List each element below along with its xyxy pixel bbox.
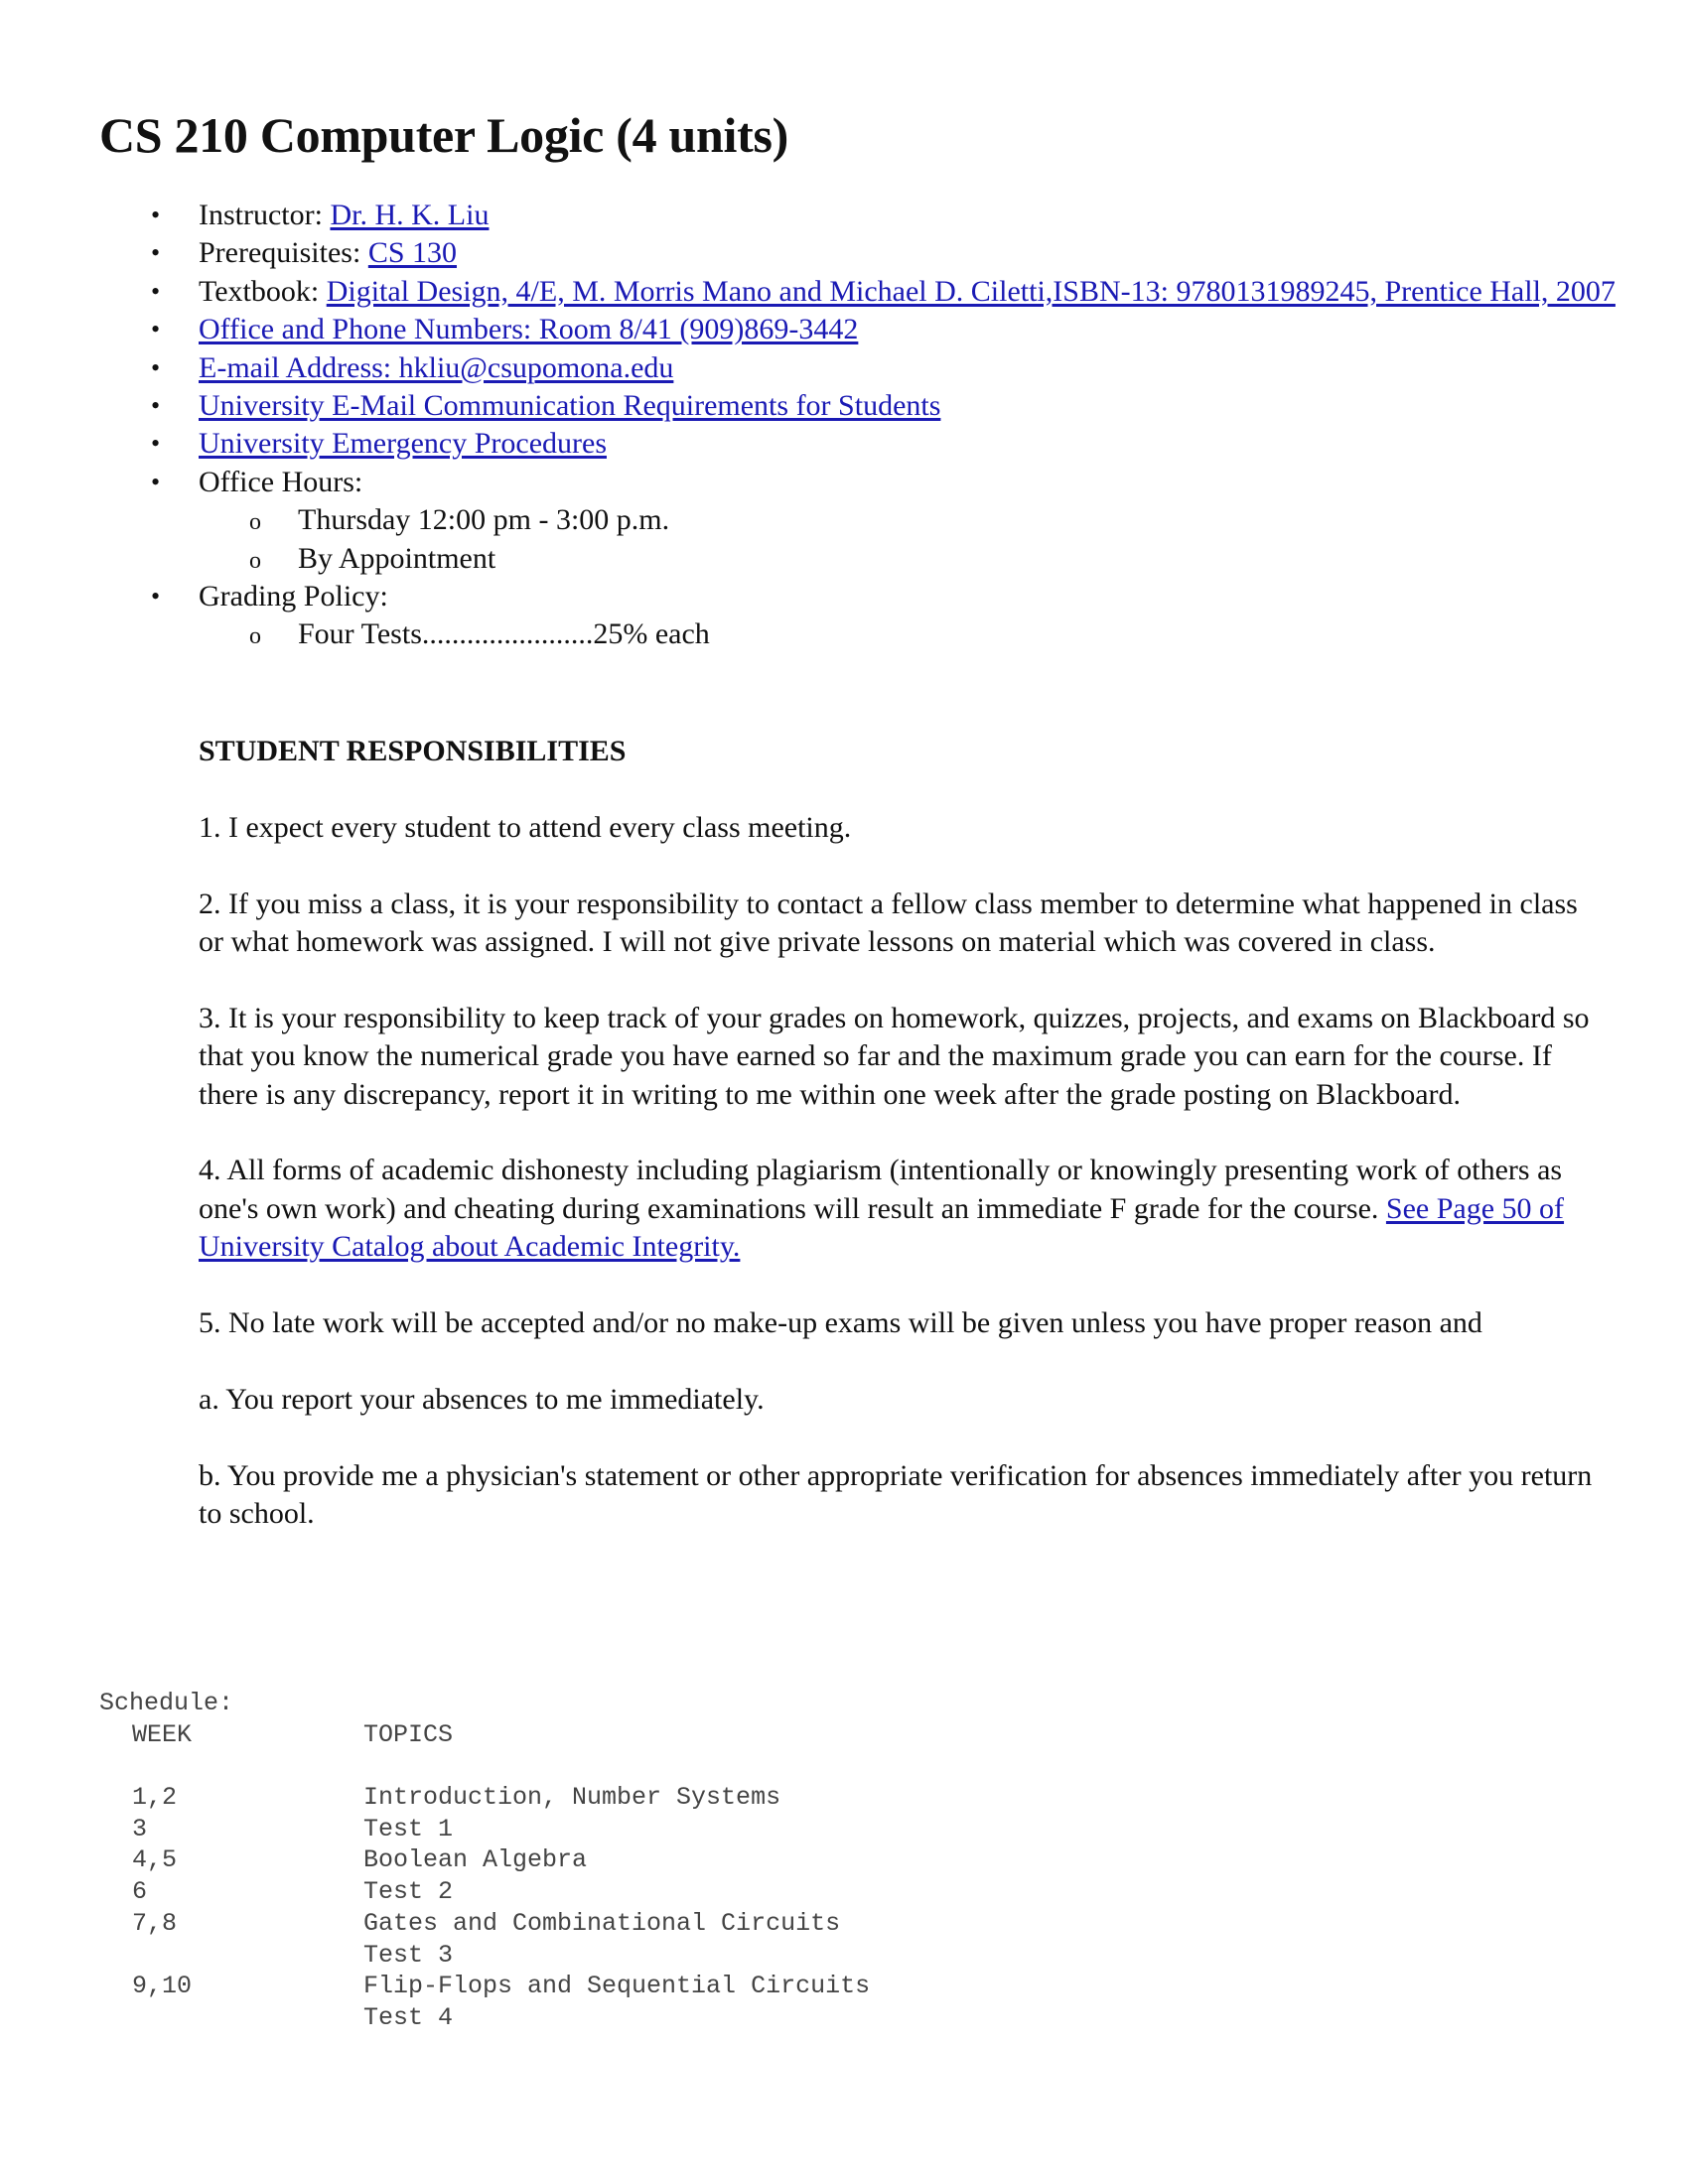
textbook-label: Textbook: <box>199 274 327 308</box>
textbook-link[interactable]: Digital Design, 4/E, M. Morris Mano and Michael D. Ciletti,ISBN-13: 9780131989245, Prentice Hall, 2007 <box>326 274 1616 308</box>
list-item-textbook <box>99 273 1628 311</box>
topic-cell: Flip-Flops and Sequential Circuits <box>363 1972 871 2001</box>
week-column-header: WEEK <box>132 1719 193 1749</box>
prerequisite-link[interactable]: CS 130 <box>367 236 458 270</box>
office-hours-text: By Appointment <box>298 541 496 575</box>
responsibility-2: 2. If you miss a class, it is your responsibility to contact a fellow class member to determine what happened in class or what homework was assigned. I will not give private lessons on material which was covered in class. <box>199 887 1578 958</box>
list-item-office-hours <box>99 464 1628 578</box>
circle-bullet-icon: o <box>249 547 261 574</box>
bullet-icon: • <box>151 238 161 268</box>
page-title: CS 210 Computer Logic (4 units) <box>99 107 788 163</box>
table-row <box>132 1940 870 1972</box>
emergency-procedures-link[interactable]: University Emergency Procedures <box>199 427 607 461</box>
topic-cell: Test 1 <box>363 1814 454 1843</box>
topic-cell: Test 4 <box>363 2002 454 2032</box>
circle-bullet-icon: o <box>249 623 261 650</box>
table-row <box>132 1844 870 1876</box>
academic-integrity-link[interactable]: See Page 50 of University Catalog about Academic Integrity. <box>199 1191 1565 1264</box>
grading-text: Four Tests.......................25% each <box>298 617 710 651</box>
responsibility-5b: b. You provide me a physician's statement or other appropriate verification for absences immediately after you return to school. <box>199 1458 1593 1531</box>
week-cell: 6 <box>132 1877 148 1907</box>
grading-label: Grading Policy: <box>199 580 388 614</box>
office-hours-text: Thursday 12:00 pm - 3:00 p.m. <box>298 503 670 537</box>
email-link[interactable]: E-mail Address: hkliu@csupomona.edu <box>199 350 674 384</box>
responsibility-5a: a. You report your absences to me immediately. <box>199 1382 765 1416</box>
list-item-email <box>99 349 1628 387</box>
bullet-icon: • <box>151 352 161 382</box>
bullet-icon: • <box>151 276 161 306</box>
schedule-table <box>132 1719 870 2034</box>
schedule-section <box>99 1688 870 2034</box>
email-requirements-link[interactable]: University E-Mail Communication Requirements for Students <box>199 389 941 423</box>
responsibilities-heading: STUDENT RESPONSIBILITIES <box>199 735 627 767</box>
schedule-spacer <box>132 1750 870 1782</box>
week-cell <box>132 1940 363 1972</box>
responsibilities-section <box>199 733 1599 1571</box>
table-row <box>132 1971 870 2002</box>
course-info-list <box>99 197 1628 654</box>
office-hours-item <box>199 540 1628 578</box>
bullet-icon: • <box>151 467 161 496</box>
schedule-label: Schedule: <box>99 1689 234 1717</box>
office-hours-label: Office Hours: <box>199 465 363 498</box>
instructor-label: Instructor: <box>199 199 331 231</box>
list-item-office-phone <box>99 311 1628 348</box>
topic-cell: Test 2 <box>363 1877 454 1907</box>
schedule-header-row <box>132 1719 870 1751</box>
list-item-prerequisites <box>99 234 1628 272</box>
office-hours-list <box>199 501 1628 578</box>
topic-cell: Introduction, Number Systems <box>363 1783 781 1813</box>
prerequisites-label: Prerequisites: <box>199 236 368 270</box>
table-row <box>132 1876 870 1908</box>
office-hours-item <box>199 501 1628 539</box>
grading-list <box>199 615 1628 653</box>
topic-cell: Test 3 <box>363 1940 454 1970</box>
table-row <box>132 1908 870 1940</box>
bullet-icon: • <box>151 201 161 229</box>
office-phone-link[interactable]: Office and Phone Numbers: Room 8/41 (909)869-3442 <box>199 313 859 346</box>
week-cell <box>132 2002 363 2034</box>
bullet-icon: • <box>151 429 161 459</box>
table-row <box>132 2002 870 2034</box>
week-cell: 3 <box>132 1814 148 1843</box>
grading-item <box>199 615 1628 653</box>
responsibility-1: 1. I expect every student to attend every class meeting. <box>199 810 852 844</box>
responsibility-3: 3. It is your responsibility to keep track of your grades on homework, quizzes, projects, and exams on Blackboard so that you know the numerical grade you have earned so far and the maximum grade you can earn for the course. If there is any discrepancy, report it in writing to me within one week after the grade posting on Blackboard. <box>199 1001 1590 1111</box>
list-item-grading <box>99 578 1628 654</box>
week-cell: 1,2 <box>132 1783 178 1813</box>
week-cell: 7,8 <box>132 1908 178 1938</box>
week-cell: 9,10 <box>132 1972 193 2001</box>
bullet-icon: • <box>151 315 161 344</box>
bullet-icon: • <box>151 391 161 421</box>
circle-bullet-icon: o <box>249 509 261 536</box>
responsibility-4-text: 4. All forms of academic dishonesty including plagiarism (intentionally or knowingly presenting work of others as one's own work) and cheating during examinations will result an immediate F grade for the course. <box>199 1154 1563 1225</box>
responsibility-5: 5. No late work will be accepted and/or no make-up exams will be given unless you have proper reason and <box>199 1306 1482 1340</box>
bullet-icon: • <box>151 582 161 612</box>
list-item-emergency <box>99 425 1628 463</box>
responsibility-4 <box>199 1152 1599 1266</box>
topic-cell: Boolean Algebra <box>363 1845 588 1875</box>
topic-cell: Gates and Combinational Circuits <box>363 1908 841 1938</box>
instructor-link[interactable]: Dr. H. K. Liu <box>330 199 490 231</box>
week-cell: 4,5 <box>132 1845 178 1875</box>
topics-column-header: TOPICS <box>363 1719 454 1749</box>
list-item-email-requirements <box>99 387 1628 425</box>
list-item-instructor <box>99 197 1628 234</box>
table-row <box>132 1782 870 1814</box>
table-row <box>132 1814 870 1845</box>
